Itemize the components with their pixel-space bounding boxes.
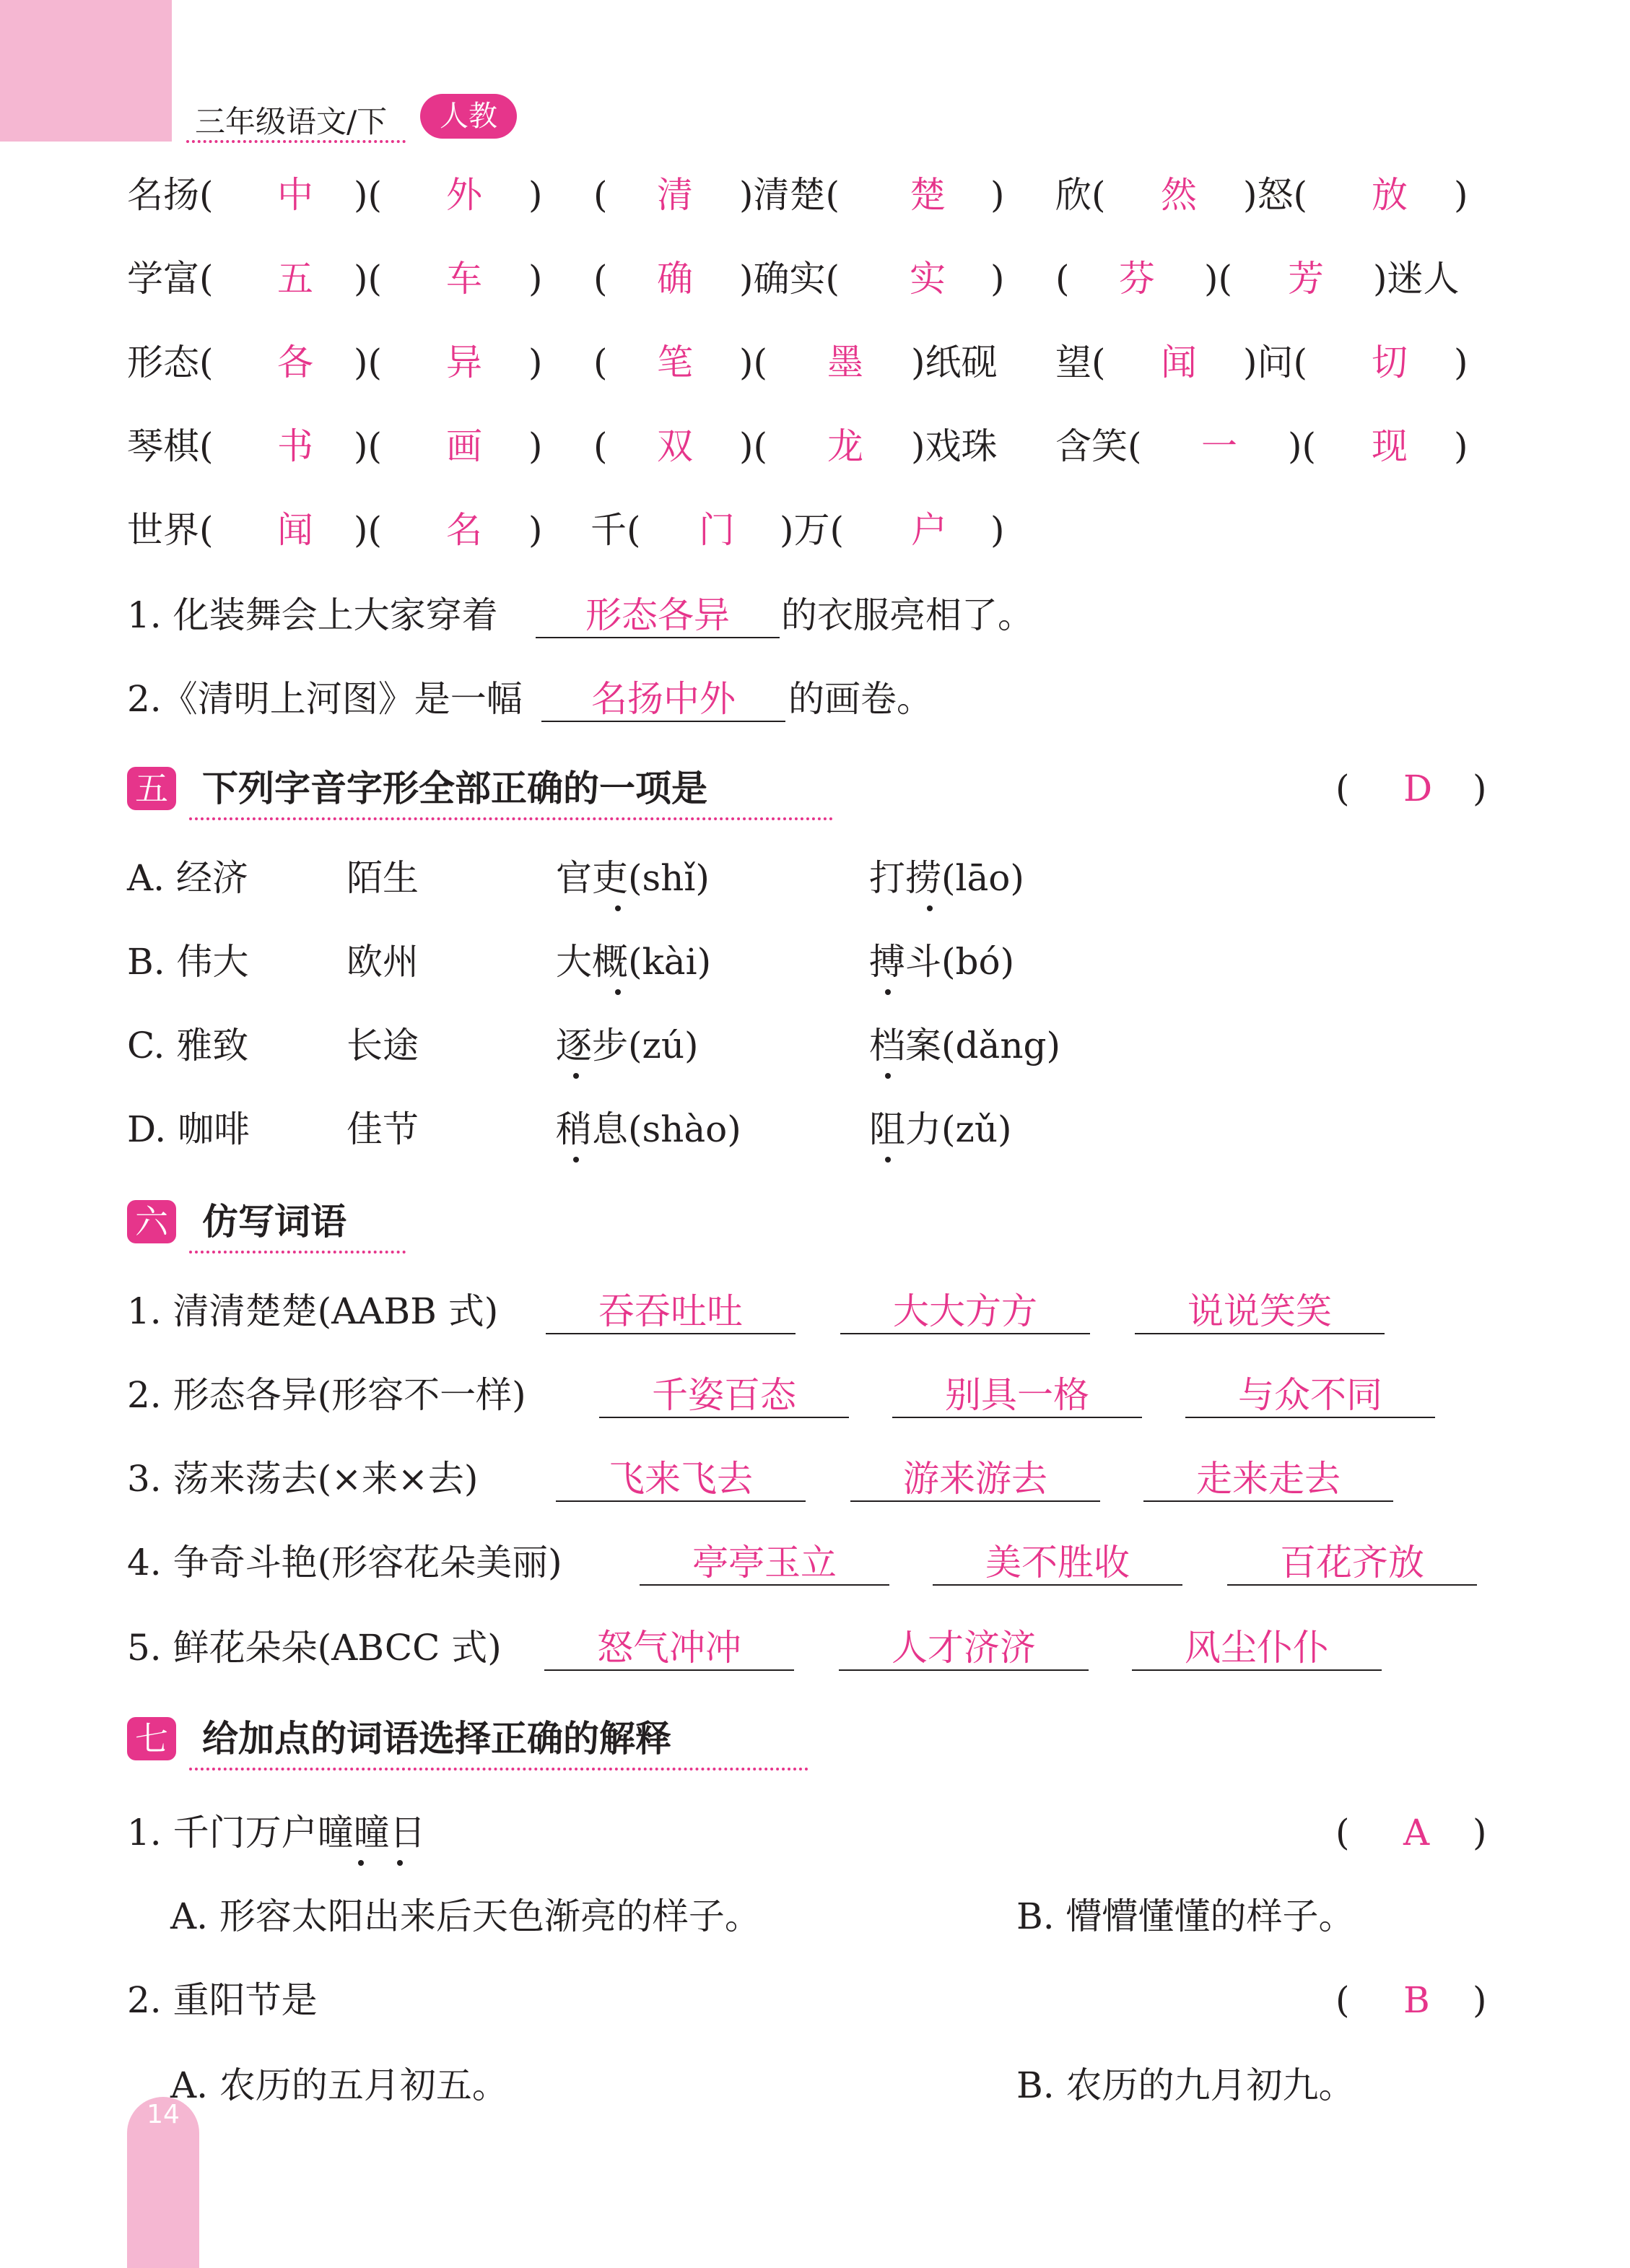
idiom-answer: 中 [277, 174, 313, 216]
imitation-prompt: 1. 清清楚楚(AABB 式) [127, 1290, 499, 1332]
idiom-answer: 清 [657, 174, 693, 216]
answer-blank: 飞来飞去 [556, 1457, 806, 1502]
option-word: 长途 [347, 1025, 419, 1066]
idiom-answer: 各 [277, 342, 313, 383]
idiom-text: )( [354, 342, 383, 383]
answer-blank: 风尘仆仆 [1132, 1626, 1382, 1671]
answer-letter: A [1403, 1812, 1430, 1854]
emphasis-dot [885, 1157, 891, 1163]
question-prompt: 1. 千门万户曈曈日 [127, 1812, 426, 1854]
idiom-text: ( [1055, 258, 1070, 300]
idiom-text: 学富( [127, 258, 214, 300]
answer-blank: 美不胜收 [933, 1541, 1182, 1586]
idiom-text: )( [1288, 425, 1317, 467]
idiom-text: )怒( [1243, 174, 1308, 216]
option-word: 搏斗(bó) [869, 941, 1015, 983]
paren-open: ( [1335, 1979, 1350, 2021]
idiom-text: ) [1454, 425, 1468, 467]
idiom-text: )( [354, 425, 383, 467]
idiom-text: )( [739, 425, 768, 467]
option-text: B. 懵懵懂懂的样子。 [1016, 1895, 1355, 1937]
option-word: 大概(kài) [556, 941, 712, 983]
answer-blank: 吞吞吐吐 [546, 1290, 796, 1334]
idiom-text: ) [528, 174, 543, 216]
idiom-text: 名扬( [127, 174, 214, 216]
idiom-answer: 笔 [657, 342, 693, 383]
idiom-answer: 放 [1372, 174, 1408, 216]
idiom-answer: 闻 [277, 509, 313, 551]
section-badge: 六 [127, 1200, 176, 1243]
idiom-text: 世界( [127, 509, 214, 551]
idiom-text: ( [593, 342, 608, 383]
paren-close: ) [1473, 1812, 1487, 1854]
emphasis-dot [397, 1860, 403, 1866]
idiom-text: )万( [780, 509, 845, 551]
idiom-text: ( [593, 258, 608, 300]
option-word: 欧州 [347, 941, 419, 983]
idiom-answer: 门 [699, 509, 735, 551]
idiom-text: )( [354, 258, 383, 300]
idiom-text: )( [739, 342, 768, 383]
idiom-text: 含笑( [1055, 425, 1142, 467]
emphasis-dot [573, 1157, 579, 1163]
idiom-text: ) [1454, 174, 1468, 216]
idiom-text: )( [354, 509, 383, 551]
emphasis-dot [573, 1073, 579, 1079]
option-word: 逐步(zú) [556, 1025, 699, 1066]
sentence-text: 的衣服亮相了。 [781, 594, 1034, 636]
section-title: 给加点的词语选择正确的解释 [202, 1718, 671, 1760]
idiom-text: ) [990, 509, 1005, 551]
paren-close: ) [1473, 1979, 1487, 2021]
section-underline [189, 1768, 809, 1770]
option-word: 佳节 [347, 1108, 419, 1150]
imitation-prompt: 5. 鲜花朵朵(ABCC 式) [127, 1627, 502, 1669]
answer-blank: 怒气冲冲 [544, 1626, 794, 1671]
idiom-answer: 画 [446, 425, 482, 467]
paren-open: ( [1335, 1812, 1350, 1854]
answer-blank: 百花齐放 [1227, 1541, 1477, 1586]
idiom-text: ( [593, 425, 608, 467]
header-title: 三年级语文/下 [195, 104, 388, 139]
option-label: B. 伟大 [127, 941, 249, 983]
idiom-answer: 名 [446, 509, 482, 551]
paren-close: ) [1473, 768, 1487, 809]
answer-blank: 名扬中外 [541, 677, 785, 722]
question-prompt: 2. 重阳节是 [127, 1979, 318, 2021]
option-label: D. 咖啡 [127, 1108, 250, 1150]
idiom-answer: 楚 [910, 174, 946, 216]
sentence-text: 1. 化装舞会上大家穿着 [127, 594, 498, 636]
section-underline [189, 1251, 406, 1254]
idiom-text: )问( [1243, 342, 1308, 383]
idiom-text: )清楚( [739, 174, 840, 216]
idiom-answer: 确 [657, 258, 693, 300]
imitation-prompt: 4. 争奇斗艳(形容花朵美丽) [127, 1542, 562, 1583]
sentence-text: 2.《清明上河图》是一幅 [127, 678, 523, 720]
option-text: A. 农历的五月初五。 [170, 2064, 508, 2106]
idiom-answer: 然 [1161, 174, 1197, 216]
idiom-answer: 外 [446, 174, 482, 216]
idiom-answer: 现 [1372, 425, 1408, 467]
option-word: 档案(dǎng) [869, 1025, 1061, 1066]
emphasis-dot [615, 905, 621, 911]
idiom-answer: 墨 [827, 342, 863, 383]
idiom-text: ) [528, 258, 543, 300]
idiom-answer: 书 [277, 425, 313, 467]
idiom-answer: 切 [1372, 342, 1408, 383]
option-word: 陌生 [347, 857, 419, 899]
idiom-text: ) [528, 342, 543, 383]
idiom-text: 形态( [127, 342, 214, 383]
idiom-answer: 五 [277, 258, 313, 300]
section-title: 下列字音字形全部正确的一项是 [202, 768, 707, 809]
idiom-answer: 双 [657, 425, 693, 467]
option-word: 稍息(shào) [556, 1108, 741, 1150]
answer-blank: 游来游去 [850, 1457, 1100, 1502]
answer-blank: 形态各异 [536, 594, 780, 638]
option-word: 官吏(shǐ) [556, 857, 710, 899]
idiom-answer: 车 [446, 258, 482, 300]
answer-blank: 人才济济 [839, 1626, 1089, 1671]
idiom-answer: 实 [910, 258, 946, 300]
option-word: 打捞(lāo) [869, 857, 1024, 899]
idiom-answer: 芬 [1119, 258, 1155, 300]
idiom-text: ) [990, 258, 1005, 300]
emphasis-dot [885, 1073, 891, 1079]
idiom-text: )( [1204, 258, 1233, 300]
emphasis-dot [358, 1860, 364, 1866]
section-badge: 五 [127, 767, 176, 810]
answer-blank: 亭亭玉立 [640, 1541, 889, 1586]
idiom-answer: 芳 [1288, 258, 1324, 300]
idiom-text: ) [528, 425, 543, 467]
emphasis-dot [615, 989, 621, 995]
option-word: 阻力(zǔ) [869, 1108, 1012, 1150]
answer-letter: B [1403, 1979, 1430, 2021]
idiom-text: ) [1454, 342, 1468, 383]
idiom-text: )戏珠 [911, 425, 998, 467]
idiom-text: 望( [1055, 342, 1106, 383]
page-number: 14 [147, 2100, 180, 2129]
answer-blank: 别具一格 [892, 1373, 1142, 1418]
answer-blank: 走来走去 [1143, 1457, 1393, 1502]
idiom-text: )纸砚 [911, 342, 998, 383]
section-title: 仿写词语 [202, 1201, 347, 1243]
header-badge: 人教 [420, 94, 517, 139]
idiom-answer: 闻 [1161, 342, 1197, 383]
idiom-text: 欣( [1055, 174, 1106, 216]
idiom-answer: 龙 [827, 425, 863, 467]
idiom-answer: 异 [446, 342, 482, 383]
sentence-text: 的画卷。 [788, 678, 933, 720]
answer-blank: 与众不同 [1185, 1373, 1435, 1418]
section-badge: 七 [127, 1717, 176, 1760]
idiom-text: )确实( [739, 258, 840, 300]
idiom-text: ) [990, 174, 1005, 216]
idiom-text: )( [354, 174, 383, 216]
option-label: C. 雅致 [127, 1025, 249, 1066]
emphasis-dot [885, 989, 891, 995]
emphasis-dot [927, 905, 933, 911]
answer-blank: 说说笑笑 [1135, 1290, 1385, 1334]
imitation-prompt: 2. 形态各异(形容不一样) [127, 1374, 526, 1416]
paren-open: ( [1335, 768, 1350, 809]
option-label: A. 经济 [127, 857, 248, 899]
option-text: B. 农历的九月初九。 [1016, 2064, 1355, 2106]
answer-letter: D [1403, 768, 1433, 809]
idiom-text: 琴棋( [127, 425, 214, 467]
idiom-answer: 户 [911, 509, 947, 551]
corner-decoration [0, 0, 172, 142]
option-text: A. 形容太阳出来后天色渐亮的样子。 [170, 1895, 761, 1937]
header-divider [186, 140, 406, 143]
idiom-text: ) [528, 509, 543, 551]
answer-blank: 大大方方 [840, 1290, 1090, 1334]
answer-blank: 千姿百态 [599, 1373, 849, 1418]
idiom-answer: 一 [1201, 425, 1237, 467]
idiom-text: ( [593, 174, 608, 216]
imitation-prompt: 3. 荡来荡去(×来×去) [127, 1458, 479, 1500]
idiom-text: 千( [590, 509, 641, 551]
idiom-text: )迷人 [1373, 258, 1460, 300]
section-underline [189, 817, 833, 820]
